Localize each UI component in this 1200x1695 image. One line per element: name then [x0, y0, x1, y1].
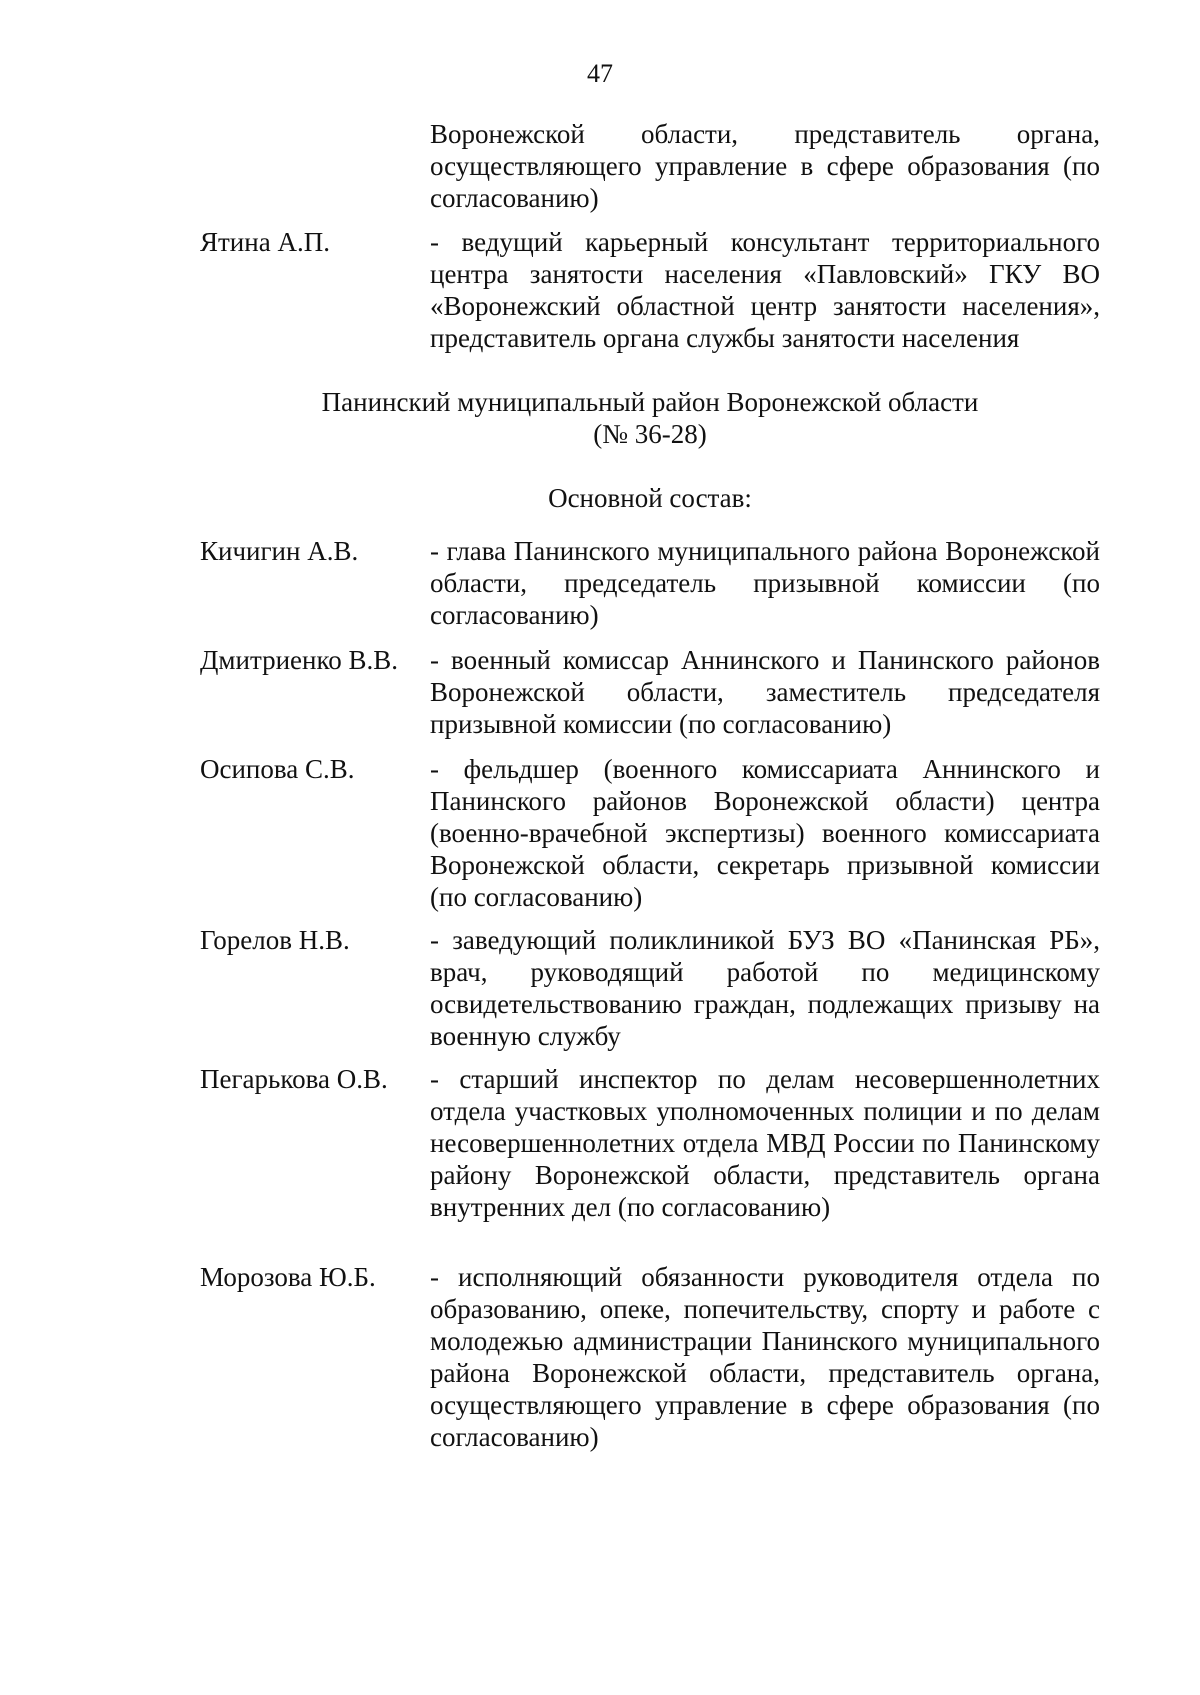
member-entry [200, 1063, 1100, 1223]
member-name: Горелов Н.В. [200, 925, 350, 955]
district-title: Панинский муниципальный район Воронежской области [321, 387, 979, 417]
member-entry [200, 644, 1100, 740]
member-description: - военный комиссар Аннинского и Панинского районов Воронежской области, заместитель председателя призывной комиссии (по согласованию) [430, 645, 1100, 739]
member-description: - фельдшер (военного комиссариата Аннинского и Панинского районов Воронежской области) центра (военно-врачебной экспертизы) военного комиссариата Воронежской области, секретарь призывной комиссии (по согласованию) [430, 754, 1100, 912]
member-entry [200, 753, 1100, 913]
section-subtitle: Основной состав: [548, 483, 752, 513]
member-description: - исполняющий обязанности руководителя отдела по образованию, опеке, попечительству, спорту и работе с молодежью администрации Панинского муниципального района Воронежской области, представитель органа, осуществляющего управление в сфере образования (по согласованию) [430, 1262, 1100, 1452]
continuation-text: Воронежской области, представитель органа, осуществляющего управление в сфере образования (по согласованию) [430, 119, 1100, 213]
member-entry [200, 1261, 1100, 1453]
member-description: - старший инспектор по делам несовершеннолетних отдела участковых уполномоченных полиции и по делам несовершеннолетних отдела МВД России по Панинскому району Воронежской области, представитель органа внутренних дел (по согласованию) [430, 1064, 1100, 1222]
member-name: Осипова С.В. [200, 754, 355, 784]
continuation-entry [200, 118, 1100, 214]
member-name: Дмитриенко В.В. [200, 645, 398, 675]
member-name: Морозова Ю.Б. [200, 1262, 376, 1292]
member-entry [200, 535, 1100, 631]
member-name: Ятина А.П. [200, 227, 330, 257]
member-name: Кичигин А.В. [200, 536, 359, 566]
member-description: - ведущий карьерный консультант территориального центра занятости населения «Павловский» ГКУ ВО «Воронежский областной центр занятости населения», представитель органа службы занятости населения [430, 227, 1100, 353]
member-description: - глава Панинского муниципального района Воронежской области, председатель призывной комиссии (по согласованию) [430, 536, 1100, 630]
member-name: Пегарькова О.В. [200, 1064, 388, 1094]
member-description: - заведующий поликлиникой БУЗ ВО «Панинская РБ», врач, руководящий работой по медицинскому освидетельствованию граждан, подлежащих призыву на военную службу [430, 925, 1100, 1051]
member-entry-yatina [200, 226, 1100, 354]
member-entry [200, 924, 1100, 1052]
page-number: 47 [587, 59, 613, 88]
district-number: (№ 36-28) [593, 419, 707, 449]
